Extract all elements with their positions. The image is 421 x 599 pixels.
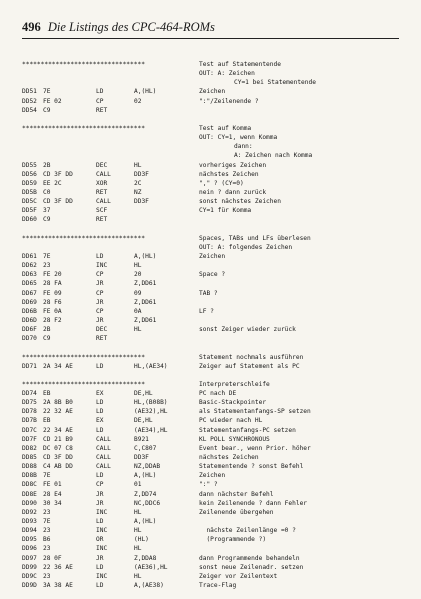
code-comment: nächstes Zeichen [199, 454, 259, 462]
mnemonic: JR [96, 499, 104, 507]
address: DD65 [22, 280, 37, 288]
hex-bytes: 2A 34 AE [43, 362, 73, 370]
address: DD7C [22, 426, 37, 434]
comment-text: OUT: A: Zeichen [199, 70, 255, 78]
hex-bytes: 22 36 AE [43, 563, 73, 571]
operand: A,(HL) [134, 252, 157, 260]
mnemonic: RET [96, 216, 108, 224]
mnemonic: LD [96, 426, 104, 434]
code-comment: Space ? [199, 271, 226, 279]
operand: 09 [134, 289, 142, 297]
address: DD6D [22, 316, 37, 324]
hex-bytes: DC 07 C8 [43, 444, 73, 452]
operand: Z,DD61 [134, 298, 157, 306]
hex-bytes: FE 01 [43, 481, 62, 489]
comment-text: OUT: CY=1, wenn Komma [199, 134, 278, 142]
operand: B921 [134, 435, 149, 443]
operand: HL [134, 326, 142, 334]
code-comment: ":" ? [199, 481, 218, 489]
hex-bytes: EB [43, 417, 51, 425]
hex-bytes: C4 AB DD [43, 463, 73, 471]
hex-bytes: CD 3F DD [43, 198, 73, 206]
page-title: Die Listings des CPC-464-ROMs [47, 20, 215, 34]
address: DD51 [22, 88, 37, 96]
operand: 20 [134, 271, 142, 279]
address: DD60 [22, 216, 37, 224]
mnemonic: CP [96, 481, 104, 489]
address: DD9C [22, 572, 37, 580]
code-comment: dann nächster Befehl [199, 490, 274, 498]
code-comment: sonst Zeiger wieder zurück [199, 326, 296, 334]
section-title: Statement nochmals ausführen [199, 353, 304, 361]
operand: HL [134, 508, 142, 516]
code-comment: sonst neue Zeilenadr. setzen [199, 563, 304, 571]
address: DD97 [22, 554, 37, 562]
hex-bytes: EB [43, 390, 51, 398]
operand: A,(AE38) [134, 582, 164, 590]
operand: HL [134, 572, 142, 580]
hex-bytes: FE 20 [43, 271, 62, 279]
address: DD8B [22, 472, 37, 480]
code-comment: CY=1 für Komma [199, 207, 252, 215]
code-comment: "," ? (CY=0) [199, 179, 244, 187]
mnemonic: CALL [96, 198, 111, 206]
mnemonic: XOR [96, 179, 108, 187]
mnemonic: DEC [96, 326, 108, 334]
hex-bytes: 23 [43, 508, 51, 516]
hex-bytes: CD 3F DD [43, 170, 73, 178]
address: DD6B [22, 307, 37, 315]
section-title: Test auf Statementende [199, 61, 281, 68]
code-comment: Basic-Stackpointer [199, 399, 267, 407]
operand: C,C807 [134, 444, 157, 452]
operand: DD3F [134, 454, 149, 462]
hex-bytes: 2A 8B B0 [43, 399, 73, 407]
address: DD63 [22, 271, 37, 279]
mnemonic: RET [96, 188, 108, 196]
operand: HL [134, 545, 142, 553]
comment-text: dann: [234, 143, 253, 151]
address: DD75 [22, 399, 37, 407]
address: DD52 [22, 97, 37, 105]
hex-bytes: 2B [43, 161, 51, 169]
operand: 0A [134, 307, 142, 315]
address: DD82 [22, 444, 37, 452]
mnemonic: JR [96, 554, 104, 562]
mnemonic: OR [96, 536, 104, 544]
code-comment: Zeichen [199, 252, 226, 260]
header-rule [22, 38, 399, 39]
mnemonic: LD [96, 362, 104, 370]
address: DD71 [22, 362, 37, 370]
operand: HL [134, 527, 142, 535]
mnemonic: LD [96, 252, 104, 260]
hex-bytes: 28 F6 [43, 298, 62, 306]
code-comment: Zeilenende übergehen [199, 508, 274, 516]
section-title: Test auf Komma [199, 124, 252, 132]
operand: Z,DD74 [134, 490, 157, 498]
hex-bytes: 7E [43, 518, 51, 526]
code-comment: PC nach DE [199, 390, 237, 398]
separator-stars: ********************************* [22, 353, 145, 361]
code-comment: Zeiger auf Statement als PC [199, 362, 300, 370]
comment-text: CY=1 bei Statementende [234, 79, 316, 87]
hex-bytes: CD 3F DD [43, 454, 73, 462]
mnemonic: JR [96, 316, 104, 324]
mnemonic: INC [96, 508, 108, 516]
hex-bytes: C9 [43, 106, 51, 114]
address: DD7F [22, 435, 37, 443]
code-comment: (Programmende ?) [199, 536, 267, 544]
code-comment: Zeichen [199, 472, 226, 480]
code-comment: nächstes Zeichen [199, 170, 259, 178]
mnemonic: INC [96, 572, 108, 580]
mnemonic: LD [96, 88, 104, 96]
code-comment: Statementende ? sonst Befehl [199, 463, 304, 471]
operand: HL [134, 161, 142, 169]
mnemonic: CALL [96, 463, 111, 471]
operand: DE,HL [134, 417, 153, 425]
address: DD92 [22, 508, 37, 516]
mnemonic: INC [96, 545, 108, 553]
section-title: Interpreterschleife [199, 380, 270, 388]
code-comment: als Statementanfangs-SP setzen [199, 408, 311, 416]
operand: HL [134, 262, 142, 270]
address: DD6F [22, 326, 37, 334]
address: DD5F [22, 207, 37, 215]
mnemonic: JR [96, 280, 104, 288]
address: DD59 [22, 179, 37, 187]
address: DD56 [22, 170, 37, 178]
mnemonic: CALL [96, 435, 111, 443]
operand: Z,DD61 [134, 316, 157, 324]
separator-stars: ********************************* [22, 380, 145, 388]
hex-bytes: 7E [43, 252, 51, 260]
code-comment: PC wieder nach HL [199, 417, 263, 425]
comment-text: A: Zeichen nach Komma [234, 152, 313, 160]
page-number: 496 [22, 20, 41, 34]
operand: NC,DDC6 [134, 499, 161, 507]
address: DD99 [22, 563, 37, 571]
code-comment: nächste Zeilenlänge =0 ? [199, 527, 296, 535]
operand: (AE34),HL [134, 426, 168, 434]
operand: A,(HL) [134, 518, 157, 526]
hex-bytes: 37 [43, 207, 51, 215]
address: DD5B [22, 188, 37, 196]
address: DD67 [22, 289, 37, 297]
hex-bytes: 22 32 AE [43, 408, 73, 416]
mnemonic: CP [96, 289, 104, 297]
mnemonic: CALL [96, 454, 111, 462]
address: DD55 [22, 161, 37, 169]
mnemonic: RET [96, 335, 108, 343]
mnemonic: CP [96, 307, 104, 315]
code-comment: KL POLL SYNCHRONOUS [199, 435, 270, 443]
code-comment: nein ? dann zurück [199, 188, 267, 196]
mnemonic: CALL [96, 170, 111, 178]
operand: NZ,DDAB [134, 463, 161, 471]
address: DD93 [22, 518, 37, 526]
address: DD61 [22, 252, 37, 260]
hex-bytes: C9 [43, 216, 51, 224]
hex-bytes: 3A 38 AE [43, 582, 73, 590]
mnemonic: INC [96, 527, 108, 535]
address: DD88 [22, 463, 37, 471]
operand: NZ [134, 188, 142, 196]
address: DD95 [22, 536, 37, 544]
address: DD90 [22, 499, 37, 507]
operand: A,(HL) [134, 88, 157, 96]
operand: 01 [134, 481, 142, 489]
hex-bytes: 30 34 [43, 499, 62, 507]
code-comment: LF ? [199, 307, 214, 315]
mnemonic: LD [96, 582, 104, 590]
hex-bytes: 23 [43, 262, 51, 270]
code-comment: ":"/Zeilenende ? [199, 97, 259, 105]
address: DD69 [22, 298, 37, 306]
code-comment: vorheriges Zeichen [199, 161, 267, 169]
page-header [22, 20, 215, 35]
hex-bytes: 2B [43, 326, 51, 334]
mnemonic: LD [96, 408, 104, 416]
operand: 2C [134, 179, 142, 187]
hex-bytes: CD 21 B9 [43, 435, 73, 443]
address: DD5C [22, 198, 37, 206]
hex-bytes: EE 2C [43, 179, 62, 187]
mnemonic: JR [96, 490, 104, 498]
code-comment: kein Zeilenende ? dann Fehler [199, 499, 308, 507]
operand: DD3F [134, 198, 149, 206]
operand: (HL) [134, 536, 149, 544]
mnemonic: EX [96, 390, 104, 398]
code-comment: Zeiger vor Zeilentext [199, 572, 278, 580]
address: DD9D [22, 582, 37, 590]
hex-bytes: C0 [43, 188, 51, 196]
address: DD7B [22, 417, 37, 425]
separator-stars: ********************************* [22, 234, 145, 242]
mnemonic: CP [96, 271, 104, 279]
mnemonic: LD [96, 563, 104, 571]
code-comment: Zeichen [199, 88, 226, 96]
address: DD78 [22, 408, 37, 416]
mnemonic: DEC [96, 161, 108, 169]
mnemonic: LD [96, 518, 104, 526]
address: DD62 [22, 262, 37, 270]
code-comment: Trace-Flag [199, 582, 237, 590]
mnemonic: SCF [96, 207, 108, 215]
separator-stars: ********************************* [22, 124, 145, 132]
hex-bytes: 23 [43, 572, 51, 580]
address: DD8E [22, 490, 37, 498]
hex-bytes: FE 0A [43, 307, 62, 315]
mnemonic: CP [96, 97, 104, 105]
mnemonic: LD [96, 472, 104, 480]
operand: Z,DD61 [134, 280, 157, 288]
mnemonic: INC [96, 262, 108, 270]
hex-bytes: 28 FA [43, 280, 62, 288]
operand: (AE36),HL [134, 563, 168, 571]
mnemonic: RET [96, 106, 108, 114]
address: DD70 [22, 335, 37, 343]
code-comment: TAB ? [199, 289, 218, 297]
operand: DE,HL [134, 390, 153, 398]
code-comment: Statementanfangs-PC setzen [199, 426, 296, 434]
hex-bytes: 7E [43, 472, 51, 480]
mnemonic: LD [96, 399, 104, 407]
address: DD74 [22, 390, 37, 398]
hex-bytes: B6 [43, 536, 51, 544]
section-title: Spaces, TABs und LFs überlesen [199, 234, 311, 242]
hex-bytes: 23 [43, 545, 51, 553]
code-comment: dann Programmende behandeln [199, 554, 300, 562]
operand: HL,(B08B) [134, 399, 168, 407]
address: DD8C [22, 481, 37, 489]
hex-bytes: C9 [43, 335, 51, 343]
code-comment: Event bear., wenn Prior. höher [199, 444, 311, 452]
mnemonic: EX [96, 417, 104, 425]
hex-bytes: FE 02 [43, 97, 62, 105]
operand: Z,DDA8 [134, 554, 157, 562]
address: DD85 [22, 454, 37, 462]
address: DD54 [22, 106, 37, 114]
hex-bytes: 28 0F [43, 554, 62, 562]
hex-bytes: 22 34 AE [43, 426, 73, 434]
operand: (AE32),HL [134, 408, 168, 416]
hex-bytes: 28 F2 [43, 316, 62, 324]
hex-bytes: FE 09 [43, 289, 62, 297]
mnemonic: JR [96, 298, 104, 306]
mnemonic: CALL [96, 444, 111, 452]
code-comment: sonst nächstes Zeichen [199, 198, 281, 206]
operand: DD3F [134, 170, 149, 178]
separator-stars: ********************************* [22, 61, 145, 68]
comment-text: OUT: A: folgendes Zeichen [199, 243, 293, 251]
hex-bytes: 23 [43, 527, 51, 535]
hex-bytes: 28 E4 [43, 490, 62, 498]
address: DD94 [22, 527, 37, 535]
operand: HL,(AE34) [134, 362, 168, 370]
operand: A,(HL) [134, 472, 157, 480]
hex-bytes: 7E [43, 88, 51, 96]
address: DD96 [22, 545, 37, 553]
operand: 02 [134, 97, 142, 105]
